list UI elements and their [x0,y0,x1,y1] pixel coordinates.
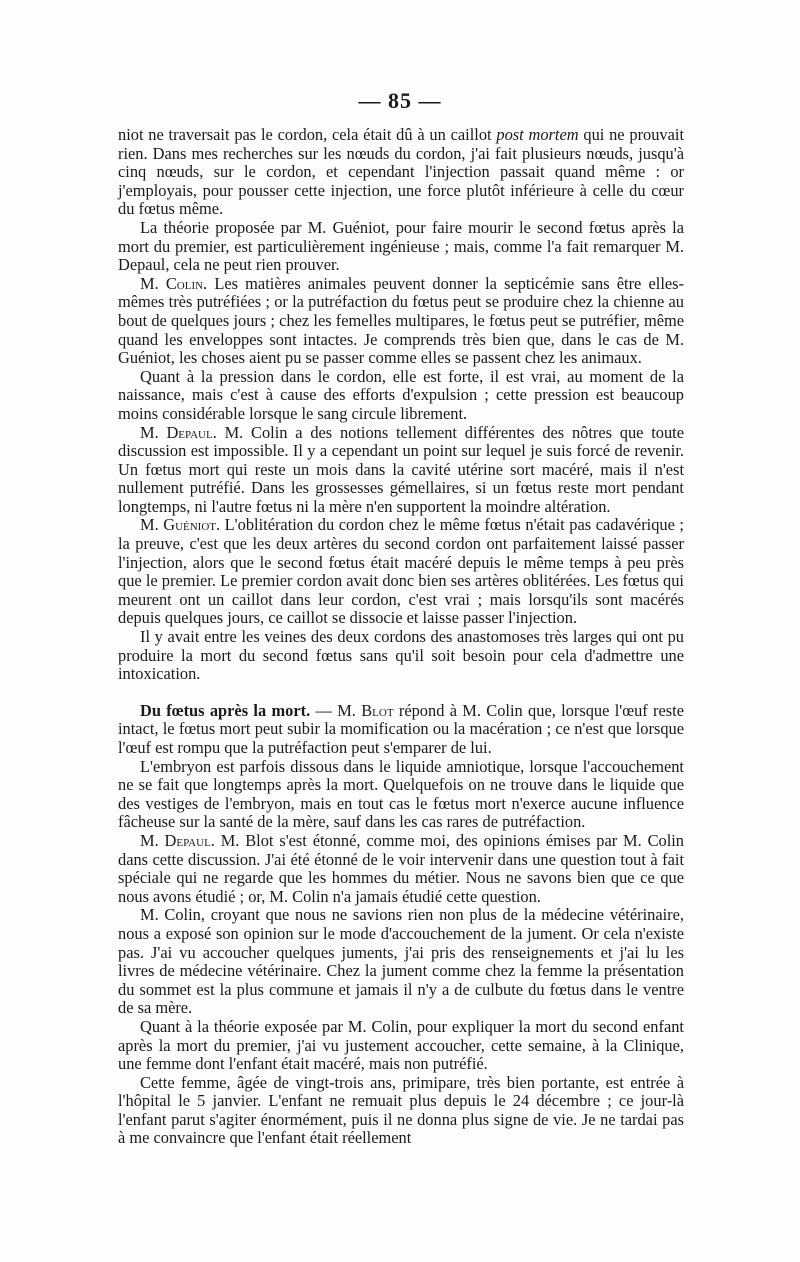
latin-phrase: post mortem [496,125,579,144]
page-number: — 85 — [358,88,442,113]
paragraph: Il y avait entre les veines des deux cordons des anastomoses très larges qui ont pu produire la mort du second fœtus sans qu'il soit besoin pour cela d'admettre une intoxication. [118,627,684,684]
paragraph: La théorie proposée par M. Guéniot, pour faire mourir le second fœtus après la mort du premier, est particulièrement ingénieuse ; mais, comme l'a fait remarquer M. Depaul, cela ne peut rien prouver. [118,217,684,275]
paragraph: M. Guéniot. L'oblitération du cordon chez le même fœtus n'était pas cadavérique ; la preuve, c'est que les deux artères du second cordon ont parfaitement laissé passer l'injection, alors que le second fœtus était macéré depuis le même temps à peu près que le premier. Le premier cordon avait donc bien ses artères oblitérées. Les fœtus qui meurent ont un caillot dans leur cordon, c'est vrai ; mais lorsqu'ils sont macérés depuis quelques jours, ce caillot se dissocie et laisse passer l'injection. [118,515,684,628]
paragraph: M. Depaul. M. Blot s'est étonné, comme moi, des opinions émises par M. Colin dans cette discussion. J'ai été étonné de le voir intervenir dans une question tout à fait spéciale qui ne regarde que les hommes du métier. Nous ne savons bien que ce que nous avons étudié ; or, M. Colin n'a jamais étudié cette question. [118,830,685,906]
speaker-name: M. Depaul. [140,422,217,442]
paragraph: Quant à la pression dans le cordon, elle est forte, il est vrai, au moment de la naissance, mais c'est à cause des efforts d'expulsion ; cette pression est beaucoup moins considérable lorsque le sang circule librement. [118,366,684,423]
section-heading: Du fœtus après la mort. [140,700,311,720]
section-paragraph: Du fœtus après la mort. — M. Blot répond à M. Colin que, lorsque l'œuf reste intact, le fœtus mort peut subir la momification ou la macération ; ce n'est que lorsque l'œuf est rompu que la putréfaction peut s'emparer de lui. [118,700,684,757]
paragraph: Cette femme, âgée de vingt-trois ans, primipare, très bien portante, est entrée à l'hôpital le 5 janvier. L'enfant ne remuait plus depuis le 24 décembre ; ce jour-là l'enfant parut s'agiter énormément, puis il ne donna plus signe de vie. Je ne tardai pas à me convaincre que l'enfant était réellement [118,1072,684,1148]
paragraph: L'embryon est parfois dissous dans le liquide amniotique, lorsque l'accouchement ne se fait que longtemps après la mort. Quelquefois on ne trouve dans le liquide que des vestiges de l'embryon, mais en tout cas le fœtus mort n'exerce aucune influence fâcheuse sur la santé de la mère, sauf dans les cas rares de putréfaction. [118,756,684,832]
paragraph: M. Colin. Les matières animales peuvent donner la septicémie sans être elles-mêmes très putréfiées ; or la putréfaction du fœtus peut se produire chez la chienne au bout de quelques jours ; chez les femelles multipares, le fœtus peut se putréfier, même quand les enveloppes sont intactes. Je comprends très bien que, dans le cas de M. Guéniot, les choses aient pu se passer comme elles se passent chez les animaux. [118,273,684,368]
paragraph: M. Colin, croyant que nous ne savions rien non plus de la médecine vétérinaire, nous a exposé son opinion sur le mode d'accouchement de la jument. Or cela n'existe pas. J'ai vu accoucher quelques juments, j'ai pris des renseignements et j'ai lu les livres de médecine vétérinaire. Chez la jument comme chez la femme la présentation du sommet est la plus commune et jamais il n'y a de culbute du fœtus dans le ventre de sa mère. [118,905,684,1018]
speaker-name: Blot [361,700,394,720]
paragraph: Quant à la théorie exposée par M. Colin, pour expliquer la mort du second enfant après la mort du premier, j'ai vu justement accoucher, cette semaine, à la Clinique, une femme dont l'enfant était macéré, mais non putréfié. [118,1016,684,1074]
paragraph: M. Depaul. M. Colin a des notions tellement différentes des nôtres que toute discussion est impossible. Il y a cependant un point sur lequel je suis forcé de revenir. Un fœtus mort qui reste un mois dans la cavité utérine sort macéré, mais il n'est nullement putréfié. Dans les grossesses gémellaires, si un fœtus reste mort pendant longtemps, ni l'autre fœtus ni la mère n'en supportent la moindre altération. [118,422,684,516]
speaker-name: M. Guéniot. [140,515,221,535]
paragraph: niot ne traversait pas le cordon, cela était dû à un caillot post mortem qui ne prouvait rien. Dans mes recherches sur les nœuds du cordon, j'ai fait plusieurs nœuds, jusqu'à cinq nœuds, sur le cordon, et cependant l'injection passait quand même : or j'employais, pour pousser cette injection, une force plutôt inférieure à celle du cœur du fœtus même. [118,125,684,219]
speaker-name: M. Depaul. [140,830,215,850]
document-body [118,126,684,1148]
speaker-name: M. Colin. [140,273,208,293]
